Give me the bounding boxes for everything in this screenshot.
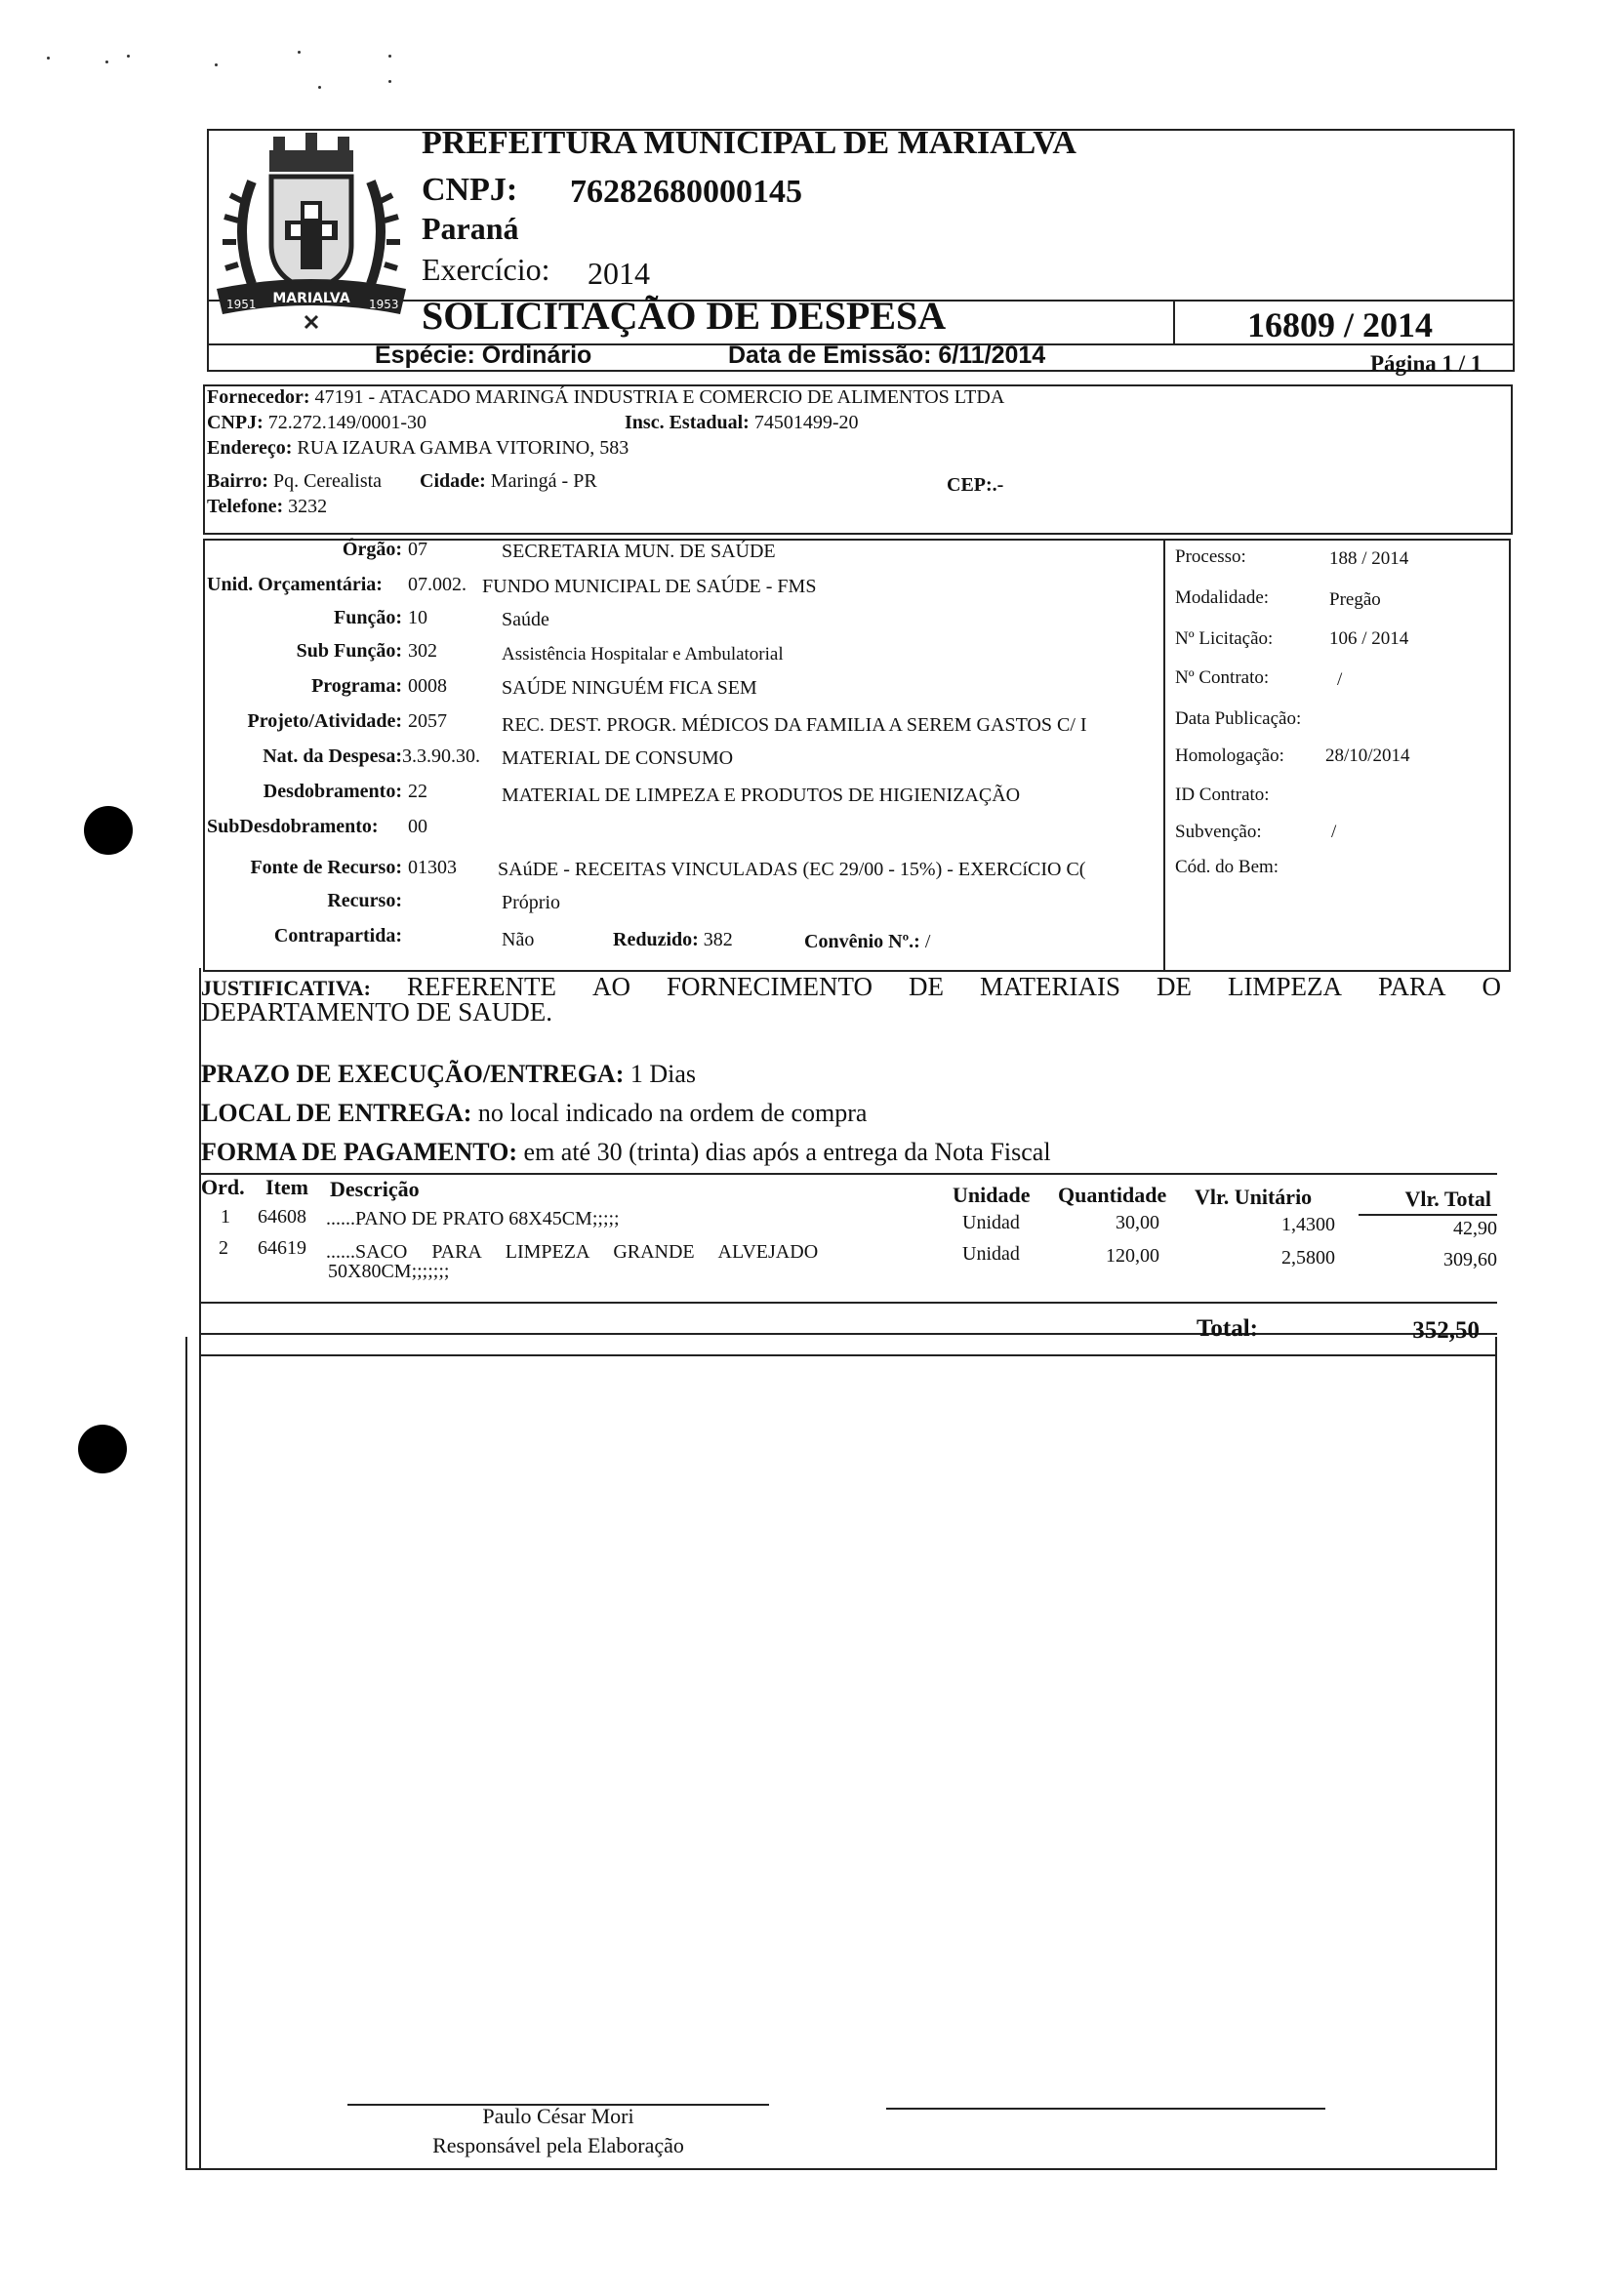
signer-name: Paulo César Mori (482, 2104, 634, 2128)
funcao-desc: Saúde (502, 609, 549, 630)
row1-description: ......PANO DE PRATO 68X45CM;;;;; (326, 1208, 620, 1229)
insc-label: Insc. Estadual: (625, 412, 750, 433)
licitacao-label: Nº Licitação: (1175, 628, 1274, 649)
justification-word: DE (908, 972, 944, 1001)
recurso-label: Recurso: (327, 890, 402, 911)
col-header-item: Item (265, 1175, 308, 1199)
homologacao-label: Homologação: (1175, 745, 1284, 766)
fornecedor-label: Fornecedor: (207, 386, 310, 408)
fonte-desc: SAúDE - RECEITAS VINCULADAS (EC 29/00 - 15%) - EXERCíCIO C( (498, 859, 1086, 880)
publicacao-label: Data Publicação: (1175, 708, 1302, 729)
convenio-label: Convênio Nº.: (804, 931, 920, 952)
col-header-ord: Ord. (201, 1175, 245, 1199)
contrapartida-desc: Não (502, 929, 535, 950)
scan-speck (298, 51, 301, 54)
row1-unidade: Unidad (962, 1212, 1020, 1233)
signer-role: Responsável pela Elaboração (432, 2133, 684, 2157)
reduzido-label: Reduzido: (613, 929, 699, 950)
document-number: 16809 / 2014 (1247, 305, 1434, 344)
state-name: Paraná (422, 211, 519, 246)
col-header-unidade: Unidade (953, 1183, 1031, 1207)
justification-word: LIMPEZA (1227, 972, 1342, 1001)
justification-word: REFERENTE (407, 972, 556, 1001)
row2-quantidade: 120,00 (1106, 1245, 1159, 1267)
row1-ord: 1 (221, 1206, 230, 1228)
reduzido-value: 382 (703, 929, 733, 950)
insc-value: 74501499-20 (753, 412, 859, 433)
funcao-code: 10 (408, 607, 427, 628)
reduzido-line (613, 929, 733, 951)
telefone-line (207, 496, 327, 518)
cep-label: CEP: (947, 474, 993, 496)
cep-value: .- (992, 474, 1004, 496)
natdesp-label: Nat. da Despesa: (263, 745, 402, 767)
subfuncao-code: 302 (408, 640, 437, 662)
natdesp-desc: MATERIAL DE CONSUMO (502, 747, 734, 769)
programa-code: 0008 (408, 675, 447, 697)
exercise-label: Exercício: (422, 252, 550, 287)
scan-speck (388, 80, 391, 83)
idcontrato-label: ID Contrato: (1175, 785, 1270, 805)
recurso-desc: Próprio (502, 892, 560, 913)
convenio-value: / (924, 931, 931, 952)
row1-quantidade: 30,00 (1116, 1212, 1159, 1233)
row2-ord: 2 (219, 1237, 228, 1259)
species: Espécie: Ordinário (375, 342, 592, 369)
justification-word: AO (591, 972, 630, 1001)
justification-word: DE (1156, 972, 1192, 1001)
cidade-label: Cidade: (420, 470, 486, 492)
scan-speck (388, 55, 391, 58)
pagamento-label: FORMA DE PAGAMENTO: (201, 1138, 518, 1166)
emission-date: Data de Emissão: 6/11/2014 (728, 342, 1046, 369)
pagamento-line (201, 1138, 1051, 1167)
supplier-cnpj-line (207, 412, 426, 434)
supplier-cnpj-value: 72.272.149/0001-30 (267, 412, 426, 433)
col-header-underline (1359, 1214, 1497, 1216)
row2-vlr-unitario: 2,5800 (1281, 1247, 1335, 1269)
orgao-label: Órgão: (342, 539, 402, 560)
bairro-label: Bairro: (207, 470, 268, 492)
scan-speck (47, 57, 50, 60)
subvencao-label: Subvenção: (1175, 822, 1262, 842)
scan-speck (127, 55, 130, 58)
row2-item: 64619 (258, 1237, 306, 1259)
endereco-line (207, 437, 629, 460)
justification-word: O (1482, 972, 1501, 1001)
row2-unidade: Unidad (962, 1243, 1020, 1265)
telefone-label: Telefone: (207, 496, 284, 517)
subvencao-value: / (1331, 822, 1337, 842)
projeto-desc: REC. DEST. PROGR. MÉDICOS DA FAMILIA A SEREM GASTOS C/ I (502, 714, 1087, 736)
funcao-label: Função: (334, 607, 402, 628)
fornecedor-value: 47191 - ATACADO MARINGÁ INDUSTRIA E COMERCIO DE ALIMENTOS LTDA (314, 386, 1005, 408)
contrato-label: Nº Contrato: (1175, 667, 1270, 688)
justification-word: MATERIAIS (979, 972, 1120, 1001)
justification-word: PARA (1377, 972, 1446, 1001)
unid-label: Unid. Orçamentária: (207, 574, 383, 595)
prazo-value: 1 Dias (629, 1060, 697, 1088)
supplier-cnpj-label: CNPJ: (207, 412, 264, 433)
orgao-code: 07 (408, 539, 427, 560)
crest-year-left: 1951 (226, 298, 257, 311)
cidade-line (420, 470, 597, 493)
subfuncao-desc: Assistência Hospitalar e Ambulatorial (502, 644, 784, 665)
body-frame (185, 1337, 1497, 2170)
bairro-line (207, 470, 382, 493)
unid-code: 07.002. (408, 574, 467, 595)
contrato-value: / (1337, 669, 1343, 690)
programa-desc: SAÚDE NINGUÉM FICA SEM (502, 677, 757, 699)
col-header-quantidade: Quantidade (1058, 1183, 1167, 1207)
cep-line (947, 474, 1003, 497)
endereco-label: Endereço: (207, 437, 293, 459)
exercise-value: 2014 (588, 256, 650, 291)
crest-name: MARIALVA (272, 291, 350, 306)
header-divider (1173, 300, 1175, 344)
endereco-value: RUA IZAURA GAMBA VITORINO, 583 (297, 437, 629, 459)
justification-line2: DEPARTAMENTO DE SAUDE. (201, 997, 552, 1027)
prazo-label: PRAZO DE EXECUÇÃO/ENTREGA: (201, 1060, 625, 1088)
subfuncao-label: Sub Função: (296, 640, 402, 662)
fonte-label: Fonte de Recurso: (250, 857, 402, 878)
justification-word: FORNECIMENTO (666, 972, 873, 1001)
cnpj-label: CNPJ: (422, 172, 518, 208)
processo-value: 188 / 2014 (1329, 548, 1409, 569)
local-value: no local indicado na ordem de compra (477, 1099, 868, 1127)
punch-hole (78, 1425, 127, 1473)
page-indicator: Página 1 / 1 (1370, 351, 1482, 376)
subdesdob-label: SubDesdobramento: (207, 816, 379, 837)
prazo-line (201, 1060, 696, 1089)
cidade-value: Maringá - PR (490, 470, 597, 492)
document-title: SOLICITAÇÃO DE DESPESA (422, 294, 947, 338)
contrapartida-label: Contrapartida: (273, 925, 402, 947)
budget-divider (1163, 541, 1165, 970)
row2-description: ......SACO PARA LIMPEZA GRANDE ALVEJADO (326, 1241, 819, 1263)
row2-vlr-total: 309,60 (1443, 1249, 1497, 1270)
scan-speck (215, 63, 218, 66)
licitacao-value: 106 / 2014 (1329, 628, 1409, 649)
total-label: Total: (1197, 1315, 1258, 1342)
pagamento-value: em até 30 (trinta) dias após a entrega da Nota Fiscal (523, 1138, 1051, 1166)
telefone-value: 3232 (288, 496, 328, 517)
table-divider (199, 1333, 1497, 1335)
table-top-border (199, 1173, 1497, 1175)
desdob-desc: MATERIAL DE LIMPEZA E PRODUTOS DE HIGIENIZAÇÃO (502, 785, 1021, 806)
projeto-code: 2057 (408, 710, 447, 732)
municipal-crest-icon (213, 123, 410, 330)
unid-desc: FUNDO MUNICIPAL DE SAÚDE - FMS (482, 576, 817, 597)
cnpj-value: 76282680000145 (570, 174, 802, 210)
orgao-desc: SECRETARIA MUN. DE SAÚDE (502, 541, 776, 562)
insc-line (625, 412, 858, 434)
convenio-line (804, 931, 930, 953)
org-name: PREFEITURA MUNICIPAL DE MARIALVA (422, 125, 1076, 161)
processo-label: Processo: (1175, 546, 1246, 567)
modalidade-value: Pregão (1329, 589, 1381, 610)
row1-vlr-total: 42,90 (1453, 1218, 1497, 1239)
row1-item: 64608 (258, 1206, 306, 1228)
homologacao-value: 28/10/2014 (1325, 745, 1410, 766)
bairro-value: Pq. Cerealista (272, 470, 383, 492)
desdob-label: Desdobramento: (263, 781, 402, 802)
signature-line (886, 2108, 1325, 2110)
natdesp-code: 3.3.90.30. (402, 745, 480, 767)
col-header-vlr-total: Vlr. Total (1404, 1187, 1491, 1211)
fornecedor-line (207, 386, 1004, 409)
scan-speck (105, 60, 108, 63)
desdob-code: 22 (408, 781, 427, 802)
justification-label: JUSTIFICATIVA: (201, 976, 372, 1000)
table-divider (199, 1302, 1497, 1304)
col-header-vlr-unitario: Vlr. Unitário (1195, 1185, 1313, 1209)
row2-description-cont: 50X80CM;;;;;;; (328, 1261, 450, 1282)
local-label: LOCAL DE ENTREGA: (201, 1099, 472, 1127)
subdesdob-code: 00 (408, 816, 427, 837)
crest-year-right: 1953 (369, 298, 399, 311)
punch-hole (84, 806, 133, 855)
row1-vlr-unitario: 1,4300 (1281, 1214, 1335, 1235)
local-line (201, 1099, 867, 1128)
programa-label: Programa: (311, 675, 402, 697)
fonte-code: 01303 (408, 857, 457, 878)
col-header-descricao: Descrição (330, 1177, 420, 1201)
scan-speck (318, 86, 321, 89)
modalidade-label: Modalidade: (1175, 587, 1270, 608)
projeto-label: Projeto/Atividade: (247, 710, 402, 732)
codbem-label: Cód. do Bem: (1175, 857, 1279, 877)
total-value: 352,50 (1412, 1317, 1480, 1344)
